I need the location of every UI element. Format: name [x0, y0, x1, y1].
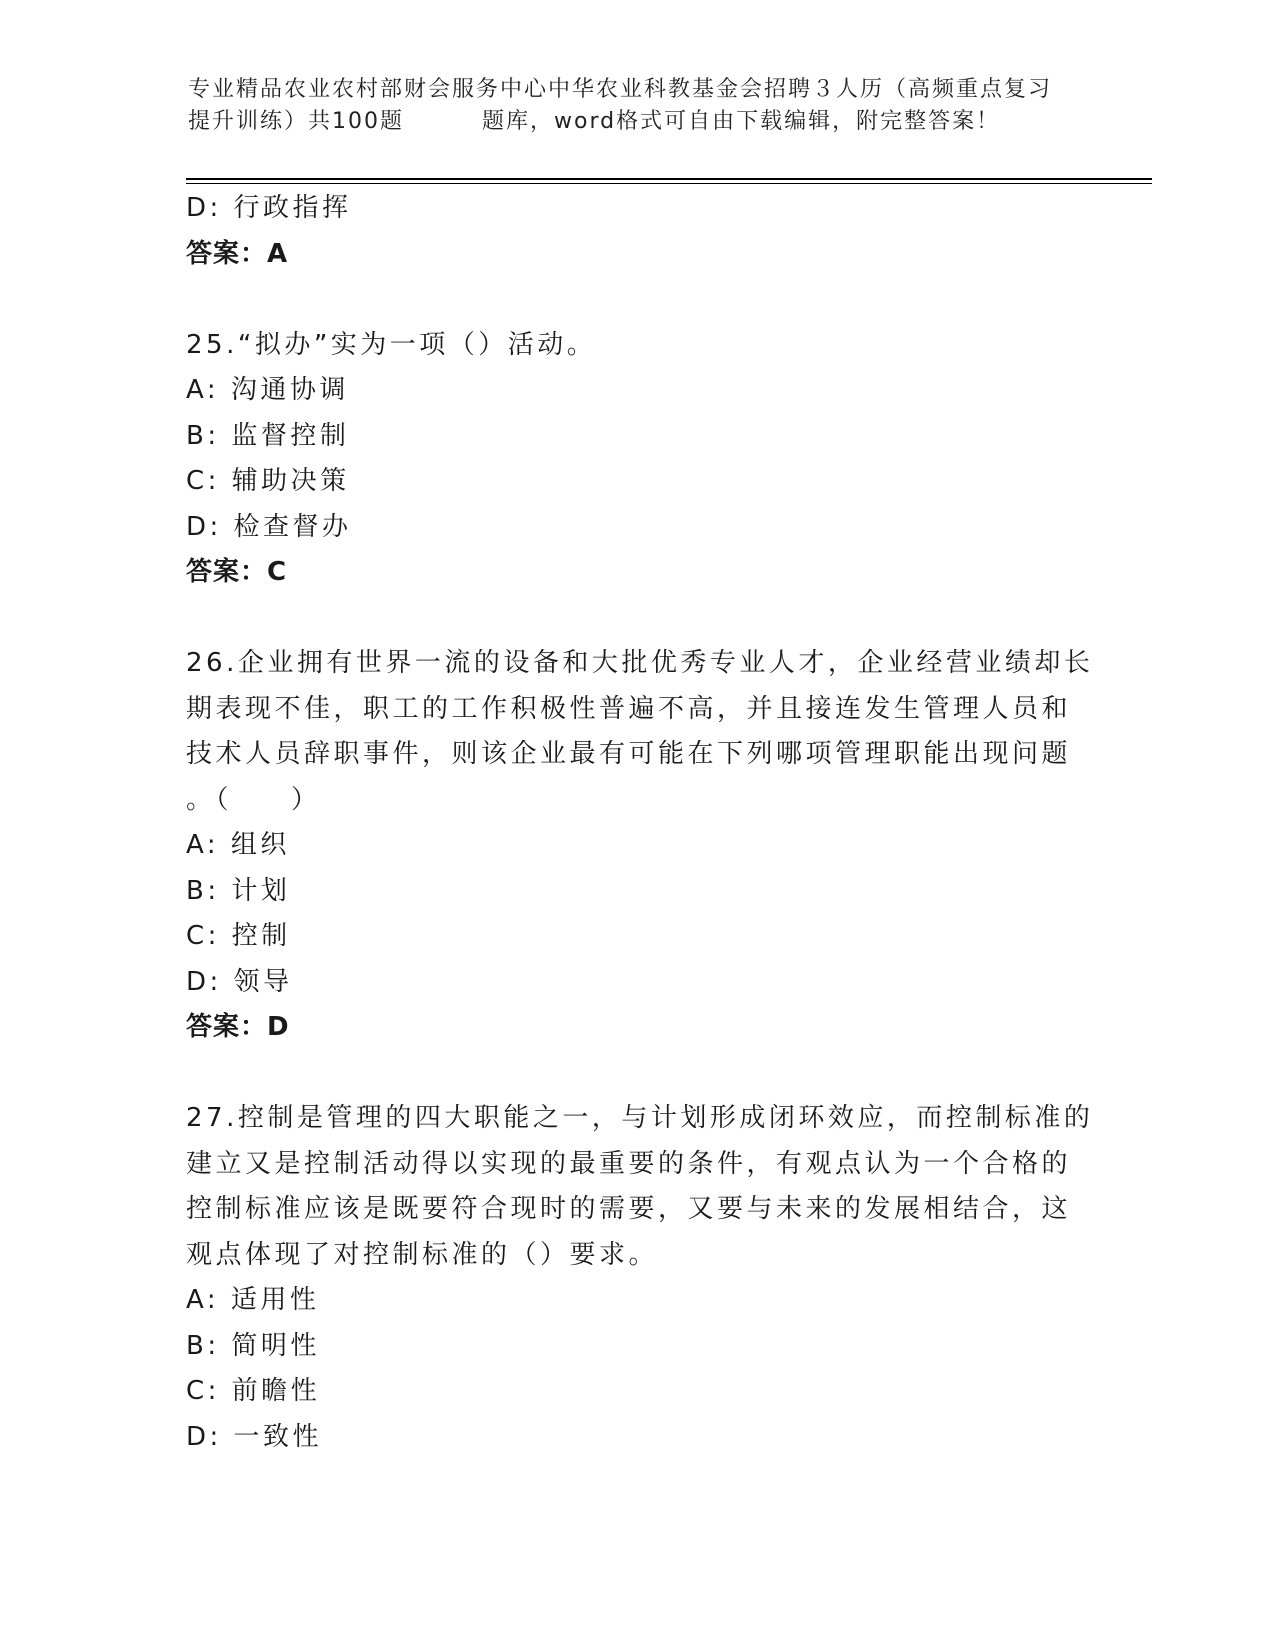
header-title-line-1: 专业精品农业农村部财会服务中心中华农业科教基金会招聘３人历（高频重点复习	[188, 77, 1053, 102]
question-text-line: 建立又是控制活动得以实现的最重要的条件，有观点认为一个合格的	[186, 1148, 1072, 1179]
question-text-line: 。（ ）	[186, 784, 321, 815]
header-title-line-2-left: 提升训练）共100题	[188, 109, 404, 134]
header-divider-thick	[186, 178, 1152, 180]
header-title-line-2-right: 题库，word格式可自由下载编辑，附完整答案！	[482, 109, 1001, 134]
option-d: D: 检查督办	[186, 511, 352, 542]
answer: 答案：D	[186, 1012, 290, 1042]
option-d: D: 领导	[186, 966, 293, 997]
carryover-answer: 答案：A	[186, 238, 289, 269]
option-b: B: 监督控制	[186, 420, 350, 451]
question-text-line: 观点体现了对控制标准的（）要求。	[186, 1239, 659, 1270]
option-a: A: 适用性	[186, 1285, 320, 1315]
question-26	[186, 641, 1094, 1051]
option-b: B: 简明性	[186, 1330, 320, 1361]
option-c: C: 控制	[186, 921, 291, 951]
header-title-line-2	[188, 106, 1088, 138]
question-text-line: 技术人员辞职事件，则该企业最有可能在下列哪项管理职能出现问题	[186, 739, 1072, 769]
question-27	[186, 1096, 1094, 1460]
page-header	[188, 74, 1088, 138]
question-text: 25.“拟办”实为一项（）活动。	[186, 329, 597, 360]
carryover-option-d: D: 行政指挥	[186, 193, 352, 223]
option-c: C: 前瞻性	[186, 1376, 321, 1406]
question-text-line: 26.企业拥有世界一流的设备和大批优秀专业人才，企业经营业绩却长	[186, 648, 1094, 678]
answer: 答案：C	[186, 557, 288, 587]
option-c: C: 辅助决策	[186, 466, 350, 496]
question-25	[186, 323, 1086, 596]
option-a: A: 组织	[186, 830, 290, 860]
option-b: B: 计划	[186, 875, 291, 906]
option-d: D: 一致性	[186, 1421, 323, 1452]
option-a: A: 沟通协调	[186, 375, 349, 405]
question-text-line: 控制标准应该是既要符合现时的需要，又要与未来的发展相结合，这	[186, 1194, 1072, 1224]
question-text-line: 27.控制是管理的四大职能之一，与计划形成闭环效应，而控制标准的	[186, 1103, 1094, 1133]
question-list	[186, 186, 1094, 1460]
question-text-line: 期表现不佳，职工的工作积极性普遍不高，并且接连发生管理人员和	[186, 693, 1072, 724]
header-divider-thin	[186, 183, 1152, 184]
